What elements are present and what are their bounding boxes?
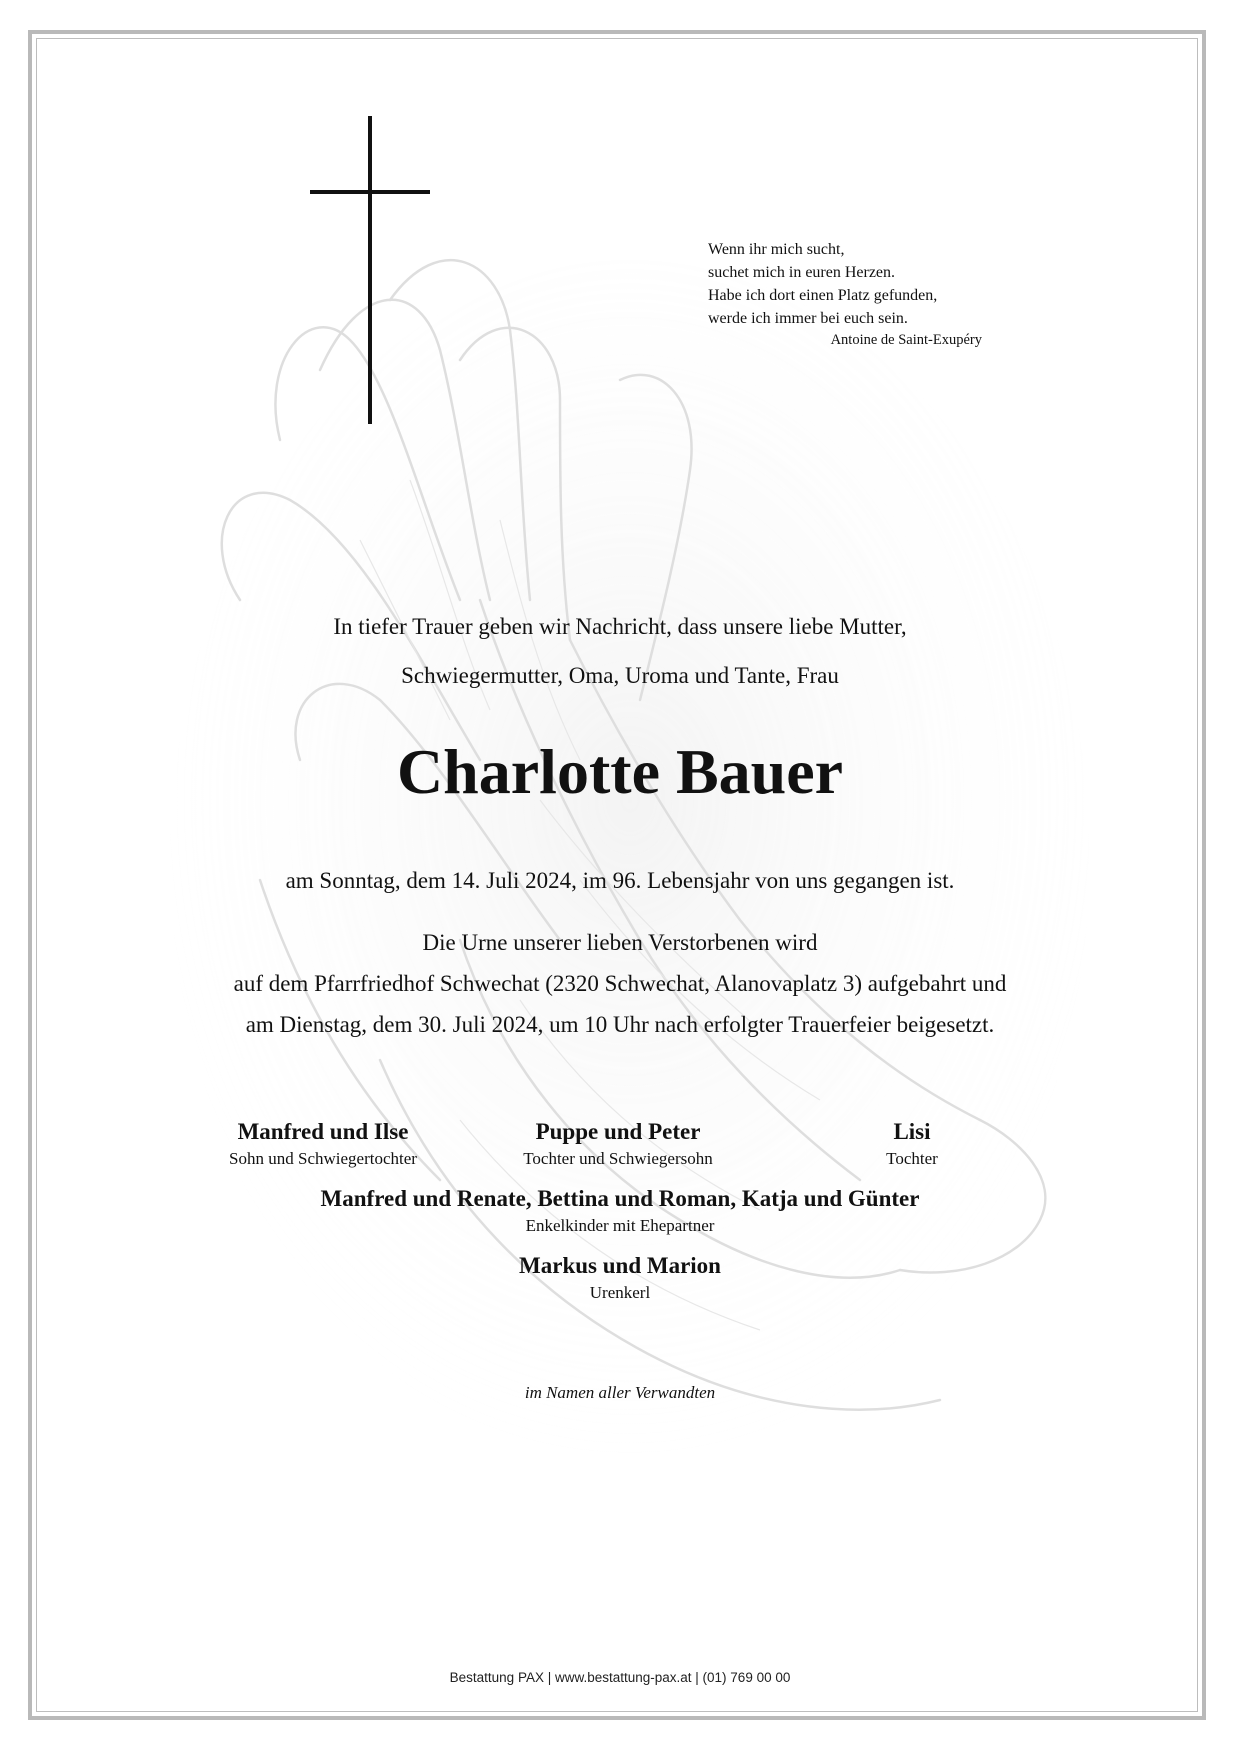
- grandchildren-role: Enkelkinder mit Ehepartner: [525, 1216, 715, 1235]
- mourner-role: Tochter und Schwiegersohn: [523, 1149, 713, 1168]
- announcement-line: Schwiegermutter, Oma, Uroma und Tante, Frau: [401, 663, 839, 688]
- mourner-daughter: [458, 1117, 778, 1171]
- great-grandchildren-group: [0, 1251, 1240, 1305]
- quote-block: [708, 238, 1008, 350]
- mourner-name: Puppe und Peter: [535, 1119, 701, 1144]
- cross-icon: [310, 116, 430, 426]
- urn-notice-line: am Dienstag, dem 30. Juli 2024, um 10 Uhr nach erfolgter Trauerfeier beigesetzt.: [245, 1012, 995, 1037]
- mourner-role: Sohn und Schwiegertochter: [229, 1149, 417, 1168]
- urn-notice-line: auf dem Pfarrfriedhof Schwechat (2320 Schwechat, Alanovaplatz 3) aufgebahrt und: [233, 971, 1007, 996]
- urn-notice-line: Die Urne unserer lieben Verstorbenen wird: [422, 930, 818, 955]
- announcement: [0, 602, 1240, 700]
- closing-line: im Namen aller Verwandten: [524, 1383, 716, 1402]
- mourner-name: Lisi: [893, 1119, 931, 1144]
- grandchildren-group: [0, 1184, 1240, 1238]
- footer-contact: Bestattung PAX | www.bestattung-pax.at | (01) 769 00 00: [449, 1670, 791, 1685]
- quote-line: werde ich immer bei euch sein.: [708, 310, 908, 327]
- great-grandchildren-names: Markus und Marion: [519, 1253, 721, 1278]
- quote-line: Wenn ihr mich sucht,: [708, 241, 845, 258]
- mourner-daughter-lisi: [752, 1117, 1072, 1171]
- mourner-role: Tochter: [886, 1149, 938, 1168]
- great-grandchildren-role: Urenkerl: [589, 1283, 651, 1302]
- announcement-line: In tiefer Trauer geben wir Nachricht, dass unsere liebe Mutter,: [333, 614, 907, 639]
- mourner-name: Manfred und Ilse: [237, 1119, 409, 1144]
- death-notice: am Sonntag, dem 14. Juli 2024, im 96. Lebensjahr von uns gegangen ist.: [285, 868, 955, 893]
- grandchildren-names: Manfred und Renate, Bettina und Roman, Katja und Günter: [320, 1186, 920, 1211]
- quote-line: suchet mich in euren Herzen.: [708, 264, 896, 281]
- quote-author: Antoine de Saint-Exupéry: [830, 332, 982, 348]
- deceased-name: Charlotte Bauer: [396, 736, 844, 807]
- mourner-son: [163, 1117, 483, 1171]
- quote-line: Habe ich dort einen Platz gefunden,: [708, 287, 938, 304]
- urn-notice: [0, 922, 1240, 1045]
